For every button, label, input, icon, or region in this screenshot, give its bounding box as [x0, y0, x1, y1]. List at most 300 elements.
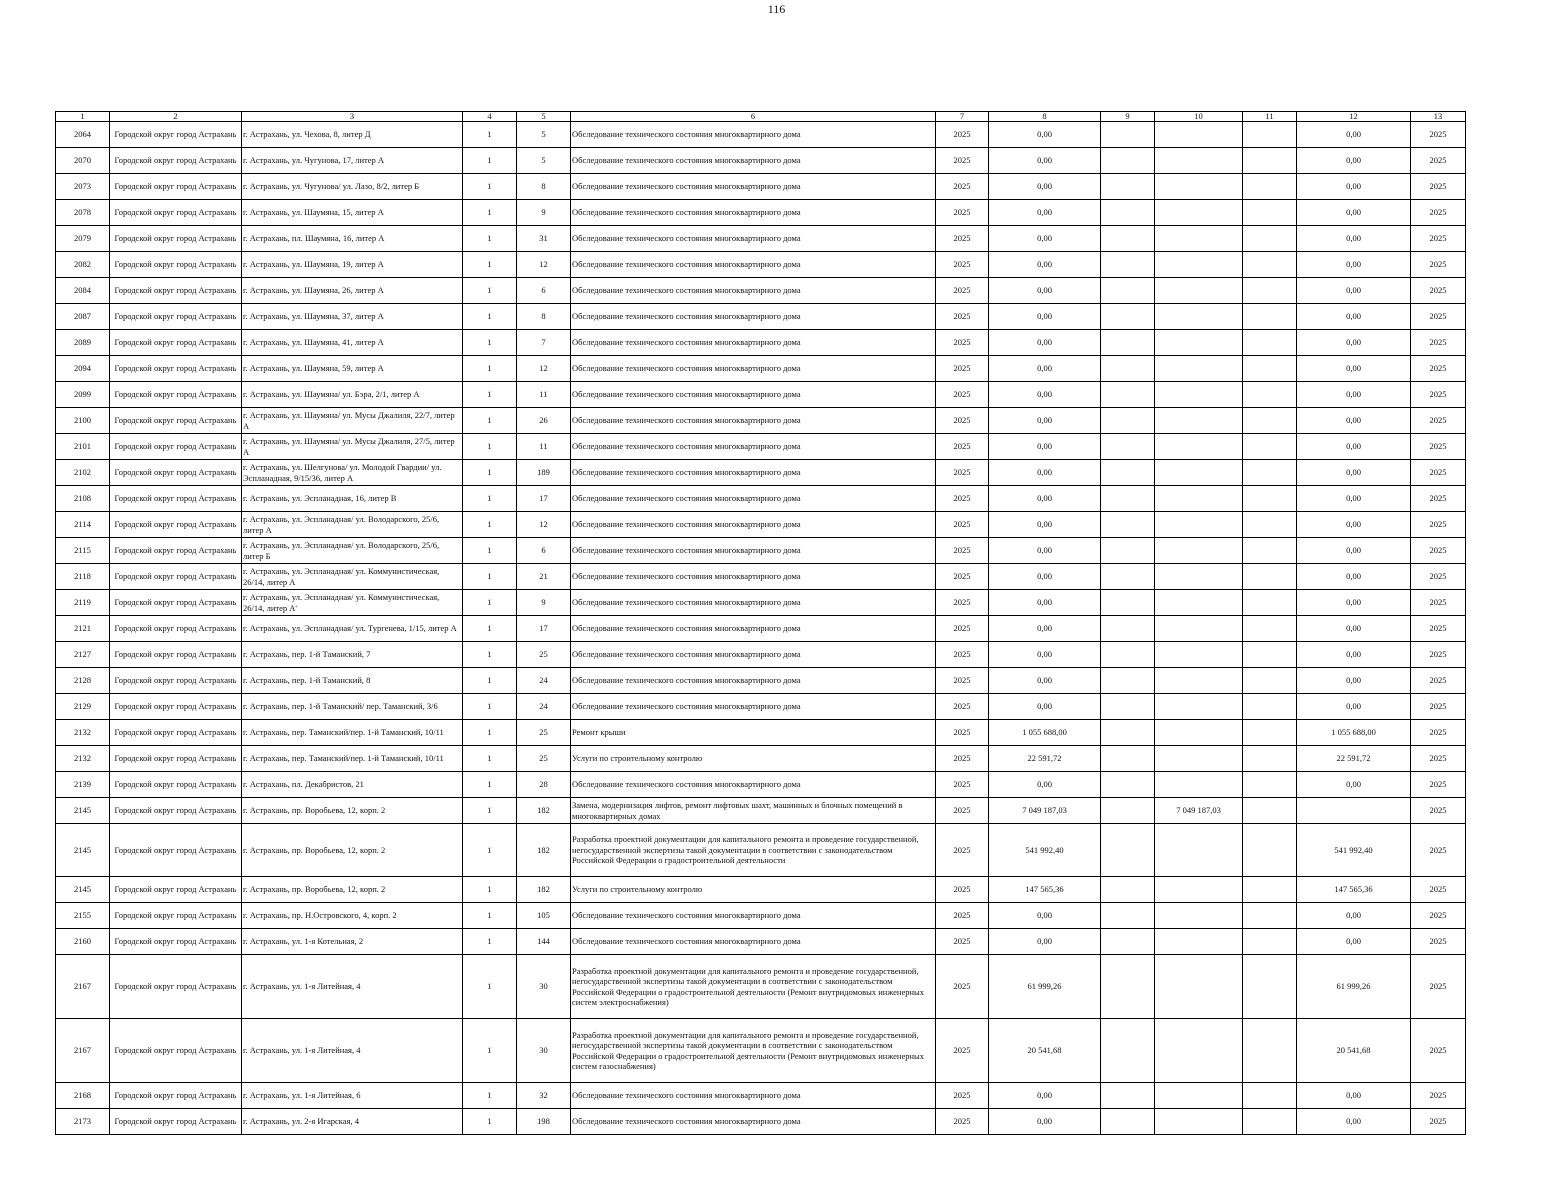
cell-col-11 — [1243, 460, 1297, 486]
header-cell: 12 — [1297, 112, 1411, 122]
cell-row-number: 2128 — [56, 668, 110, 694]
cell-col-12: 0,00 — [1297, 226, 1411, 252]
cell-completion-year: 2025 — [1411, 148, 1466, 174]
cell-apartment-count: 24 — [517, 668, 571, 694]
cell-col-4: 1 — [463, 486, 517, 512]
cell-col-10: 7 049 187,03 — [1155, 798, 1243, 824]
cell-municipality: Городской округ город Астрахань — [110, 278, 242, 304]
cell-year: 2025 — [936, 200, 989, 226]
cell-col-9 — [1101, 460, 1155, 486]
cell-completion-year: 2025 — [1411, 929, 1466, 955]
cell-col-11 — [1243, 434, 1297, 460]
cell-total-cost: 0,00 — [989, 642, 1101, 668]
cell-year: 2025 — [936, 304, 989, 330]
cell-municipality: Городской округ город Астрахань — [110, 955, 242, 1019]
cell-col-12: 0,00 — [1297, 903, 1411, 929]
cell-col-10 — [1155, 877, 1243, 903]
cell-apartment-count: 25 — [517, 642, 571, 668]
header-cell: 13 — [1411, 112, 1466, 122]
cell-work-type: Разработка проектной документации для капитального ремонта и проведение государственной, негосударственной экспертизы такой документации в соответствии с законодательством Российской Федерации о градостроительной деятельности (Ремонт внутридомовых инженерных систем электроснабжения) — [571, 955, 936, 1019]
cell-work-type: Обследование технического состояния многоквартирного дома — [571, 564, 936, 590]
cell-municipality: Городской округ город Астрахань — [110, 642, 242, 668]
cell-col-4: 1 — [463, 434, 517, 460]
cell-row-number: 2145 — [56, 824, 110, 877]
cell-municipality: Городской округ город Астрахань — [110, 877, 242, 903]
cell-col-11 — [1243, 486, 1297, 512]
cell-col-10 — [1155, 408, 1243, 434]
cell-work-type: Обследование технического состояния многоквартирного дома — [571, 200, 936, 226]
table-row — [56, 877, 1466, 903]
cell-work-type: Обследование технического состояния многоквартирного дома — [571, 382, 936, 408]
cell-apartment-count: 9 — [517, 590, 571, 616]
cell-col-4: 1 — [463, 564, 517, 590]
cell-col-10 — [1155, 929, 1243, 955]
table-row — [56, 772, 1466, 798]
cell-col-12: 0,00 — [1297, 642, 1411, 668]
cell-col-12: 0,00 — [1297, 408, 1411, 434]
cell-work-type: Обследование технического состояния многоквартирного дома — [571, 460, 936, 486]
cell-work-type: Обследование технического состояния многоквартирного дома — [571, 1083, 936, 1109]
cell-col-4: 1 — [463, 720, 517, 746]
cell-completion-year: 2025 — [1411, 798, 1466, 824]
cell-col-10 — [1155, 746, 1243, 772]
cell-row-number: 2084 — [56, 278, 110, 304]
cell-year: 2025 — [936, 903, 989, 929]
cell-municipality: Городской округ город Астрахань — [110, 356, 242, 382]
cell-col-12: 0,00 — [1297, 486, 1411, 512]
cell-col-9 — [1101, 1019, 1155, 1083]
cell-col-9 — [1101, 486, 1155, 512]
cell-total-cost: 0,00 — [989, 304, 1101, 330]
cell-col-4: 1 — [463, 1083, 517, 1109]
cell-col-12: 0,00 — [1297, 668, 1411, 694]
cell-col-11 — [1243, 642, 1297, 668]
header-cell: 11 — [1243, 112, 1297, 122]
cell-col-9 — [1101, 434, 1155, 460]
table-row — [56, 278, 1466, 304]
cell-address: г. Астрахань, пер. 1-й Таманский/ пер. Таманский, 3/6 — [242, 694, 463, 720]
cell-col-12: 0,00 — [1297, 304, 1411, 330]
cell-total-cost: 22 591,72 — [989, 746, 1101, 772]
cell-col-4: 1 — [463, 304, 517, 330]
header-cell: 3 — [242, 112, 463, 122]
table-row — [56, 382, 1466, 408]
cell-year: 2025 — [936, 772, 989, 798]
cell-address: г. Астрахань, ул. Шаумяна, 26, литер А — [242, 278, 463, 304]
table-row — [56, 304, 1466, 330]
cell-col-10 — [1155, 174, 1243, 200]
cell-completion-year: 2025 — [1411, 720, 1466, 746]
cell-col-10 — [1155, 330, 1243, 356]
cell-address: г. Астрахань, ул. Шелгунова/ ул. Молодой Гвардии/ ул. Эспланадная, 9/15/36, литер А — [242, 460, 463, 486]
cell-col-4: 1 — [463, 330, 517, 356]
cell-row-number: 2099 — [56, 382, 110, 408]
cell-year: 2025 — [936, 486, 989, 512]
cell-work-type: Ремонт крыши — [571, 720, 936, 746]
cell-col-9 — [1101, 1083, 1155, 1109]
cell-row-number: 2114 — [56, 512, 110, 538]
cell-municipality: Городской округ город Астрахань — [110, 798, 242, 824]
cell-apartment-count: 105 — [517, 903, 571, 929]
cell-address: г. Астрахань, пл. Шаумяна, 16, литер А — [242, 226, 463, 252]
cell-col-9 — [1101, 200, 1155, 226]
cell-col-4: 1 — [463, 772, 517, 798]
table-row — [56, 929, 1466, 955]
cell-year: 2025 — [936, 174, 989, 200]
cell-col-11 — [1243, 1019, 1297, 1083]
cell-apartment-count: 9 — [517, 200, 571, 226]
cell-col-11 — [1243, 590, 1297, 616]
cell-col-9 — [1101, 564, 1155, 590]
cell-col-4: 1 — [463, 642, 517, 668]
cell-col-9 — [1101, 122, 1155, 148]
header-cell: 8 — [989, 112, 1101, 122]
cell-address: г. Астрахань, ул. 1-я Литейная, 6 — [242, 1083, 463, 1109]
cell-year: 2025 — [936, 668, 989, 694]
cell-address: г. Астрахань, ул. 2-я Игарская, 4 — [242, 1109, 463, 1135]
cell-completion-year: 2025 — [1411, 642, 1466, 668]
cell-apartment-count: 11 — [517, 382, 571, 408]
table-row — [56, 486, 1466, 512]
cell-col-9 — [1101, 955, 1155, 1019]
header-cell: 1 — [56, 112, 110, 122]
cell-completion-year: 2025 — [1411, 564, 1466, 590]
cell-completion-year: 2025 — [1411, 1109, 1466, 1135]
cell-municipality: Городской округ город Астрахань — [110, 616, 242, 642]
cell-address: г. Астрахань, ул. 1-я Литейная, 4 — [242, 1019, 463, 1083]
cell-apartment-count: 182 — [517, 798, 571, 824]
cell-year: 2025 — [936, 512, 989, 538]
cell-col-12: 0,00 — [1297, 252, 1411, 278]
table-row — [56, 903, 1466, 929]
cell-col-12: 0,00 — [1297, 538, 1411, 564]
cell-apartment-count: 5 — [517, 122, 571, 148]
table-row — [56, 720, 1466, 746]
cell-address: г. Астрахань, ул. Шаумяна, 59, литер А — [242, 356, 463, 382]
cell-col-9 — [1101, 903, 1155, 929]
cell-total-cost: 0,00 — [989, 564, 1101, 590]
cell-row-number: 2094 — [56, 356, 110, 382]
cell-col-9 — [1101, 538, 1155, 564]
cell-apartment-count: 6 — [517, 278, 571, 304]
table-row — [56, 434, 1466, 460]
page-number: 116 — [767, 2, 786, 16]
cell-completion-year: 2025 — [1411, 824, 1466, 877]
cell-row-number: 2121 — [56, 616, 110, 642]
cell-row-number: 2139 — [56, 772, 110, 798]
cell-col-4: 1 — [463, 668, 517, 694]
cell-row-number: 2118 — [56, 564, 110, 590]
cell-col-4: 1 — [463, 460, 517, 486]
cell-work-type: Обследование технического состояния многоквартирного дома — [571, 668, 936, 694]
cell-completion-year: 2025 — [1411, 512, 1466, 538]
cell-completion-year: 2025 — [1411, 122, 1466, 148]
cell-address: г. Астрахань, ул. Шаумяна, 15, литер А — [242, 200, 463, 226]
cell-apartment-count: 12 — [517, 512, 571, 538]
cell-col-9 — [1101, 590, 1155, 616]
cell-total-cost: 61 999,26 — [989, 955, 1101, 1019]
cell-work-type: Разработка проектной документации для капитального ремонта и проведение государственной, негосударственной экспертизы такой документации в соответствии с законодательством Российской Федерации о градостроительной деятельности — [571, 824, 936, 877]
cell-col-10 — [1155, 460, 1243, 486]
table-row — [56, 408, 1466, 434]
cell-work-type: Обследование технического состояния многоквартирного дома — [571, 226, 936, 252]
cell-municipality: Городской округ город Астрахань — [110, 148, 242, 174]
cell-col-10 — [1155, 590, 1243, 616]
cell-row-number: 2155 — [56, 903, 110, 929]
cell-address: г. Астрахань, пр. Воробьева, 12, корп. 2 — [242, 877, 463, 903]
cell-row-number: 2078 — [56, 200, 110, 226]
cell-year: 2025 — [936, 356, 989, 382]
cell-col-11 — [1243, 616, 1297, 642]
cell-work-type: Обследование технического состояния многоквартирного дома — [571, 538, 936, 564]
cell-total-cost: 0,00 — [989, 512, 1101, 538]
cell-year: 2025 — [936, 434, 989, 460]
cell-year: 2025 — [936, 1083, 989, 1109]
cell-col-11 — [1243, 772, 1297, 798]
cell-completion-year: 2025 — [1411, 304, 1466, 330]
cell-total-cost: 0,00 — [989, 538, 1101, 564]
cell-year: 2025 — [936, 720, 989, 746]
cell-row-number: 2115 — [56, 538, 110, 564]
cell-apartment-count: 144 — [517, 929, 571, 955]
cell-row-number: 2167 — [56, 1019, 110, 1083]
cell-municipality: Городской округ город Астрахань — [110, 304, 242, 330]
cell-total-cost: 0,00 — [989, 330, 1101, 356]
cell-year: 2025 — [936, 929, 989, 955]
cell-total-cost: 0,00 — [989, 616, 1101, 642]
cell-work-type: Обследование технического состояния многоквартирного дома — [571, 486, 936, 512]
cell-address: г. Астрахань, ул. Эспланадная/ ул. Коммунистическая, 26/14, литер А' — [242, 590, 463, 616]
cell-municipality: Городской округ город Астрахань — [110, 408, 242, 434]
cell-year: 2025 — [936, 226, 989, 252]
cell-col-11 — [1243, 694, 1297, 720]
cell-total-cost: 0,00 — [989, 278, 1101, 304]
cell-col-9 — [1101, 929, 1155, 955]
cell-apartment-count: 7 — [517, 330, 571, 356]
cell-completion-year: 2025 — [1411, 668, 1466, 694]
cell-work-type: Обследование технического состояния многоквартирного дома — [571, 122, 936, 148]
cell-col-9 — [1101, 330, 1155, 356]
cell-col-10 — [1155, 538, 1243, 564]
cell-year: 2025 — [936, 590, 989, 616]
table-row — [56, 1083, 1466, 1109]
cell-completion-year: 2025 — [1411, 903, 1466, 929]
cell-apartment-count: 198 — [517, 1109, 571, 1135]
cell-apartment-count: 31 — [517, 226, 571, 252]
cell-municipality: Городской округ город Астрахань — [110, 824, 242, 877]
cell-total-cost: 0,00 — [989, 434, 1101, 460]
cell-year: 2025 — [936, 955, 989, 1019]
cell-year: 2025 — [936, 122, 989, 148]
cell-completion-year: 2025 — [1411, 434, 1466, 460]
header-cell: 7 — [936, 112, 989, 122]
cell-total-cost: 0,00 — [989, 486, 1101, 512]
cell-completion-year: 2025 — [1411, 616, 1466, 642]
cell-col-12: 0,00 — [1297, 200, 1411, 226]
cell-col-10 — [1155, 382, 1243, 408]
table-row — [56, 1019, 1466, 1083]
cell-row-number: 2127 — [56, 642, 110, 668]
cell-total-cost: 0,00 — [989, 772, 1101, 798]
cell-apartment-count: 5 — [517, 148, 571, 174]
cell-col-10 — [1155, 148, 1243, 174]
cell-apartment-count: 32 — [517, 1083, 571, 1109]
cell-col-12: 0,00 — [1297, 382, 1411, 408]
cell-address: г. Астрахань, ул. Шаумяна, 41, литер А — [242, 330, 463, 356]
cell-municipality: Городской округ город Астрахань — [110, 434, 242, 460]
cell-col-4: 1 — [463, 1109, 517, 1135]
cell-col-10 — [1155, 903, 1243, 929]
cell-work-type: Обследование технического состояния многоквартирного дома — [571, 174, 936, 200]
cell-completion-year: 2025 — [1411, 356, 1466, 382]
cell-col-11 — [1243, 877, 1297, 903]
cell-row-number: 2129 — [56, 694, 110, 720]
cell-municipality: Городской округ город Астрахань — [110, 1083, 242, 1109]
cell-address: г. Астрахань, пер. 1-й Таманский, 8 — [242, 668, 463, 694]
cell-work-type: Обследование технического состояния многоквартирного дома — [571, 772, 936, 798]
cell-col-4: 1 — [463, 694, 517, 720]
cell-col-9 — [1101, 304, 1155, 330]
cell-year: 2025 — [936, 642, 989, 668]
cell-col-12: 61 999,26 — [1297, 955, 1411, 1019]
cell-col-11 — [1243, 330, 1297, 356]
cell-col-11 — [1243, 1109, 1297, 1135]
cell-col-11 — [1243, 512, 1297, 538]
cell-apartment-count: 30 — [517, 955, 571, 1019]
cell-col-9 — [1101, 356, 1155, 382]
cell-col-4: 1 — [463, 955, 517, 1019]
cell-address: г. Астрахань, ул. Чугунова/ ул. Лазо, 8/2, литер Б — [242, 174, 463, 200]
cell-col-4: 1 — [463, 278, 517, 304]
cell-completion-year: 2025 — [1411, 382, 1466, 408]
cell-col-9 — [1101, 668, 1155, 694]
cell-col-4: 1 — [463, 356, 517, 382]
cell-row-number: 2168 — [56, 1083, 110, 1109]
cell-total-cost: 0,00 — [989, 122, 1101, 148]
cell-col-10 — [1155, 278, 1243, 304]
cell-address: г. Астрахань, ул. Шаумяна/ ул. Мусы Джалиля, 22/7, литер А — [242, 408, 463, 434]
cell-municipality: Городской округ город Астрахань — [110, 746, 242, 772]
cell-address: г. Астрахань, пр. Воробьева, 12, корп. 2 — [242, 798, 463, 824]
table-row — [56, 955, 1466, 1019]
cell-year: 2025 — [936, 564, 989, 590]
cell-col-11 — [1243, 746, 1297, 772]
cell-col-4: 1 — [463, 174, 517, 200]
cell-col-10 — [1155, 252, 1243, 278]
cell-completion-year: 2025 — [1411, 200, 1466, 226]
cell-work-type: Услуги по строительному контролю — [571, 877, 936, 903]
cell-row-number: 2102 — [56, 460, 110, 486]
cell-municipality: Городской округ город Астрахань — [110, 330, 242, 356]
cell-col-11 — [1243, 382, 1297, 408]
cell-year: 2025 — [936, 148, 989, 174]
cell-col-12: 20 541,68 — [1297, 1019, 1411, 1083]
cell-col-12: 0,00 — [1297, 330, 1411, 356]
cell-col-4: 1 — [463, 824, 517, 877]
cell-row-number: 2173 — [56, 1109, 110, 1135]
cell-total-cost: 0,00 — [989, 252, 1101, 278]
cell-apartment-count: 26 — [517, 408, 571, 434]
cell-apartment-count: 30 — [517, 1019, 571, 1083]
cell-apartment-count: 21 — [517, 564, 571, 590]
cell-col-12: 0,00 — [1297, 1109, 1411, 1135]
cell-work-type: Обследование технического состояния многоквартирного дома — [571, 590, 936, 616]
cell-col-4: 1 — [463, 148, 517, 174]
table-row — [56, 824, 1466, 877]
table-row — [56, 1109, 1466, 1135]
table-row — [56, 122, 1466, 148]
cell-col-4: 1 — [463, 616, 517, 642]
cell-completion-year: 2025 — [1411, 460, 1466, 486]
cell-year: 2025 — [936, 460, 989, 486]
cell-apartment-count: 12 — [517, 356, 571, 382]
cell-apartment-count: 25 — [517, 720, 571, 746]
cell-col-4: 1 — [463, 200, 517, 226]
cell-work-type: Обследование технического состояния многоквартирного дома — [571, 356, 936, 382]
cell-total-cost: 0,00 — [989, 1109, 1101, 1135]
cell-col-10 — [1155, 668, 1243, 694]
cell-col-12: 147 565,36 — [1297, 877, 1411, 903]
cell-col-9 — [1101, 642, 1155, 668]
cell-col-9 — [1101, 746, 1155, 772]
cell-address: г. Астрахань, пр. Н.Островского, 4, корп. 2 — [242, 903, 463, 929]
cell-col-10 — [1155, 824, 1243, 877]
table-row — [56, 512, 1466, 538]
cell-col-10 — [1155, 512, 1243, 538]
cell-address: г. Астрахань, ул. Чугунова, 17, литер А — [242, 148, 463, 174]
cell-col-10 — [1155, 694, 1243, 720]
table-row — [56, 746, 1466, 772]
cell-address: г. Астрахань, ул. Шаумяна/ ул. Бэра, 2/1, литер А — [242, 382, 463, 408]
cell-apartment-count: 182 — [517, 824, 571, 877]
cell-completion-year: 2025 — [1411, 486, 1466, 512]
cell-col-12: 0,00 — [1297, 460, 1411, 486]
table-row — [56, 356, 1466, 382]
header-cell: 2 — [110, 112, 242, 122]
cell-col-4: 1 — [463, 746, 517, 772]
cell-address: г. Астрахань, ул. Эспланадная/ ул. Тургенева, 1/15, литер А — [242, 616, 463, 642]
cell-municipality: Городской округ город Астрахань — [110, 668, 242, 694]
cell-completion-year: 2025 — [1411, 955, 1466, 1019]
cell-col-11 — [1243, 903, 1297, 929]
cell-address: г. Астрахань, ул. Эспланадная/ ул. Коммунистическая, 26/14, литер А — [242, 564, 463, 590]
cell-total-cost: 0,00 — [989, 356, 1101, 382]
cell-municipality: Городской округ город Астрахань — [110, 772, 242, 798]
table-row — [56, 174, 1466, 200]
cell-col-4: 1 — [463, 512, 517, 538]
cell-col-10 — [1155, 772, 1243, 798]
cell-work-type: Обследование технического состояния многоквартирного дома — [571, 512, 936, 538]
cell-col-12: 0,00 — [1297, 148, 1411, 174]
cell-col-12: 0,00 — [1297, 1083, 1411, 1109]
cell-completion-year: 2025 — [1411, 746, 1466, 772]
cell-col-11 — [1243, 252, 1297, 278]
cell-total-cost: 0,00 — [989, 694, 1101, 720]
cell-col-12: 0,00 — [1297, 174, 1411, 200]
cell-col-10 — [1155, 564, 1243, 590]
table-row — [56, 200, 1466, 226]
cell-address: г. Астрахань, ул. Эспланадная/ ул. Володарского, 25/6, литер Б — [242, 538, 463, 564]
cell-work-type: Разработка проектной документации для капитального ремонта и проведение государственной, негосударственной экспертизы такой документации в соответствии с законодательством Российской Федерации о градостроительной деятельности (Ремонт внутридомовых инженерных систем газоснабжения) — [571, 1019, 936, 1083]
cell-year: 2025 — [936, 616, 989, 642]
cell-apartment-count: 182 — [517, 877, 571, 903]
cell-address: г. Астрахань, ул. Эспланадная, 16, литер В — [242, 486, 463, 512]
header-cell: 9 — [1101, 112, 1155, 122]
cell-municipality: Городской округ город Астрахань — [110, 200, 242, 226]
cell-col-4: 1 — [463, 252, 517, 278]
cell-year: 2025 — [936, 278, 989, 304]
cell-total-cost: 541 992,40 — [989, 824, 1101, 877]
